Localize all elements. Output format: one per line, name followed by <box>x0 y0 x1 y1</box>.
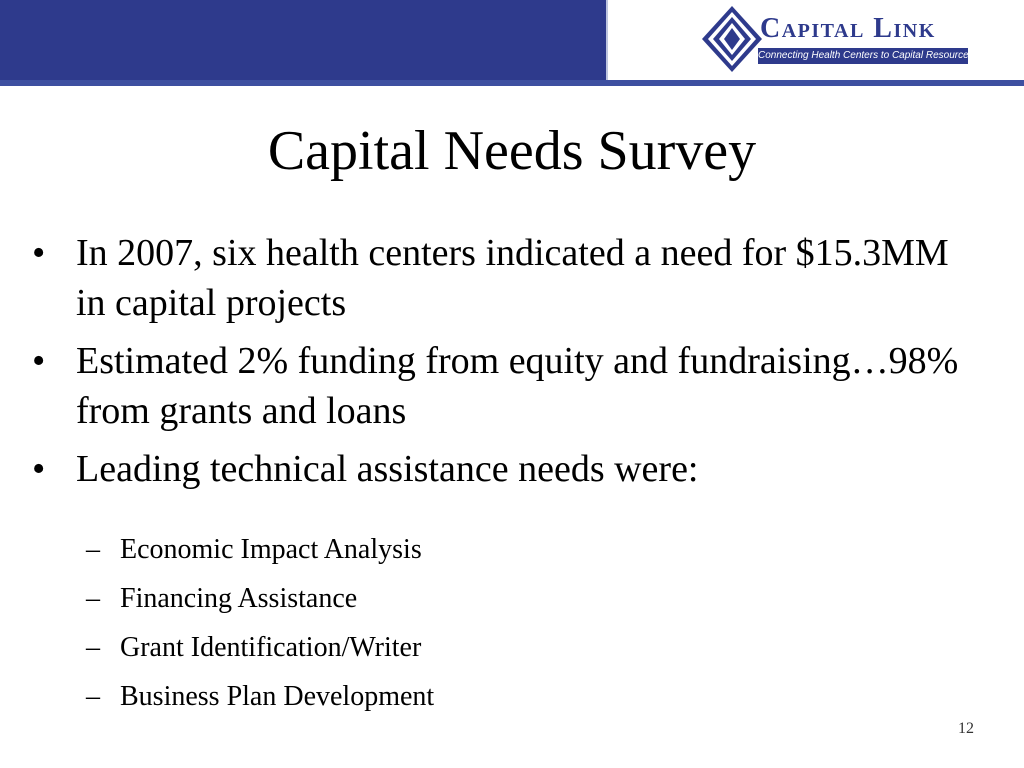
bullet-marker: • <box>32 340 46 382</box>
capital-link-logo-icon <box>700 4 764 74</box>
dash-marker: – <box>86 681 100 712</box>
bullet-marker: • <box>32 448 46 490</box>
slide-title: Capital Needs Survey <box>267 120 757 182</box>
dash-marker: – <box>86 534 100 565</box>
sub-bullet-text: Grant Identification/Writer <box>120 632 422 663</box>
sub-bullet-item <box>86 632 886 664</box>
sub-bullet-text: Economic Impact Analysis <box>120 534 422 565</box>
bullet-item <box>32 444 982 494</box>
bullet-marker: • <box>32 232 46 274</box>
sub-bullet-list <box>86 534 886 730</box>
sub-bullet-text: Financing Assistance <box>120 583 358 614</box>
dash-marker: – <box>86 632 100 663</box>
sub-bullet-text: Business Plan Development <box>120 681 435 712</box>
dash-marker: – <box>86 583 100 614</box>
bullet-list <box>32 228 982 502</box>
sub-bullet-item <box>86 583 886 615</box>
page-number: 12 <box>958 720 974 737</box>
sub-bullet-item <box>86 534 886 566</box>
logo-name: Capital Link <box>760 13 936 44</box>
header-divider <box>0 80 1024 86</box>
bullet-text: In 2007, six health centers indicated a need for $15.3MM in capital projects <box>76 232 949 324</box>
logo-tagline: Connecting Health Centers to Capital Resources <box>758 48 968 64</box>
bullet-item <box>32 336 982 436</box>
bullet-item <box>32 228 982 328</box>
sub-bullet-item <box>86 681 886 713</box>
logo-panel <box>606 0 1024 80</box>
bullet-text: Estimated 2% funding from equity and fundraising…98% from grants and loans <box>76 340 959 432</box>
bullet-text: Leading technical assistance needs were: <box>76 448 699 490</box>
